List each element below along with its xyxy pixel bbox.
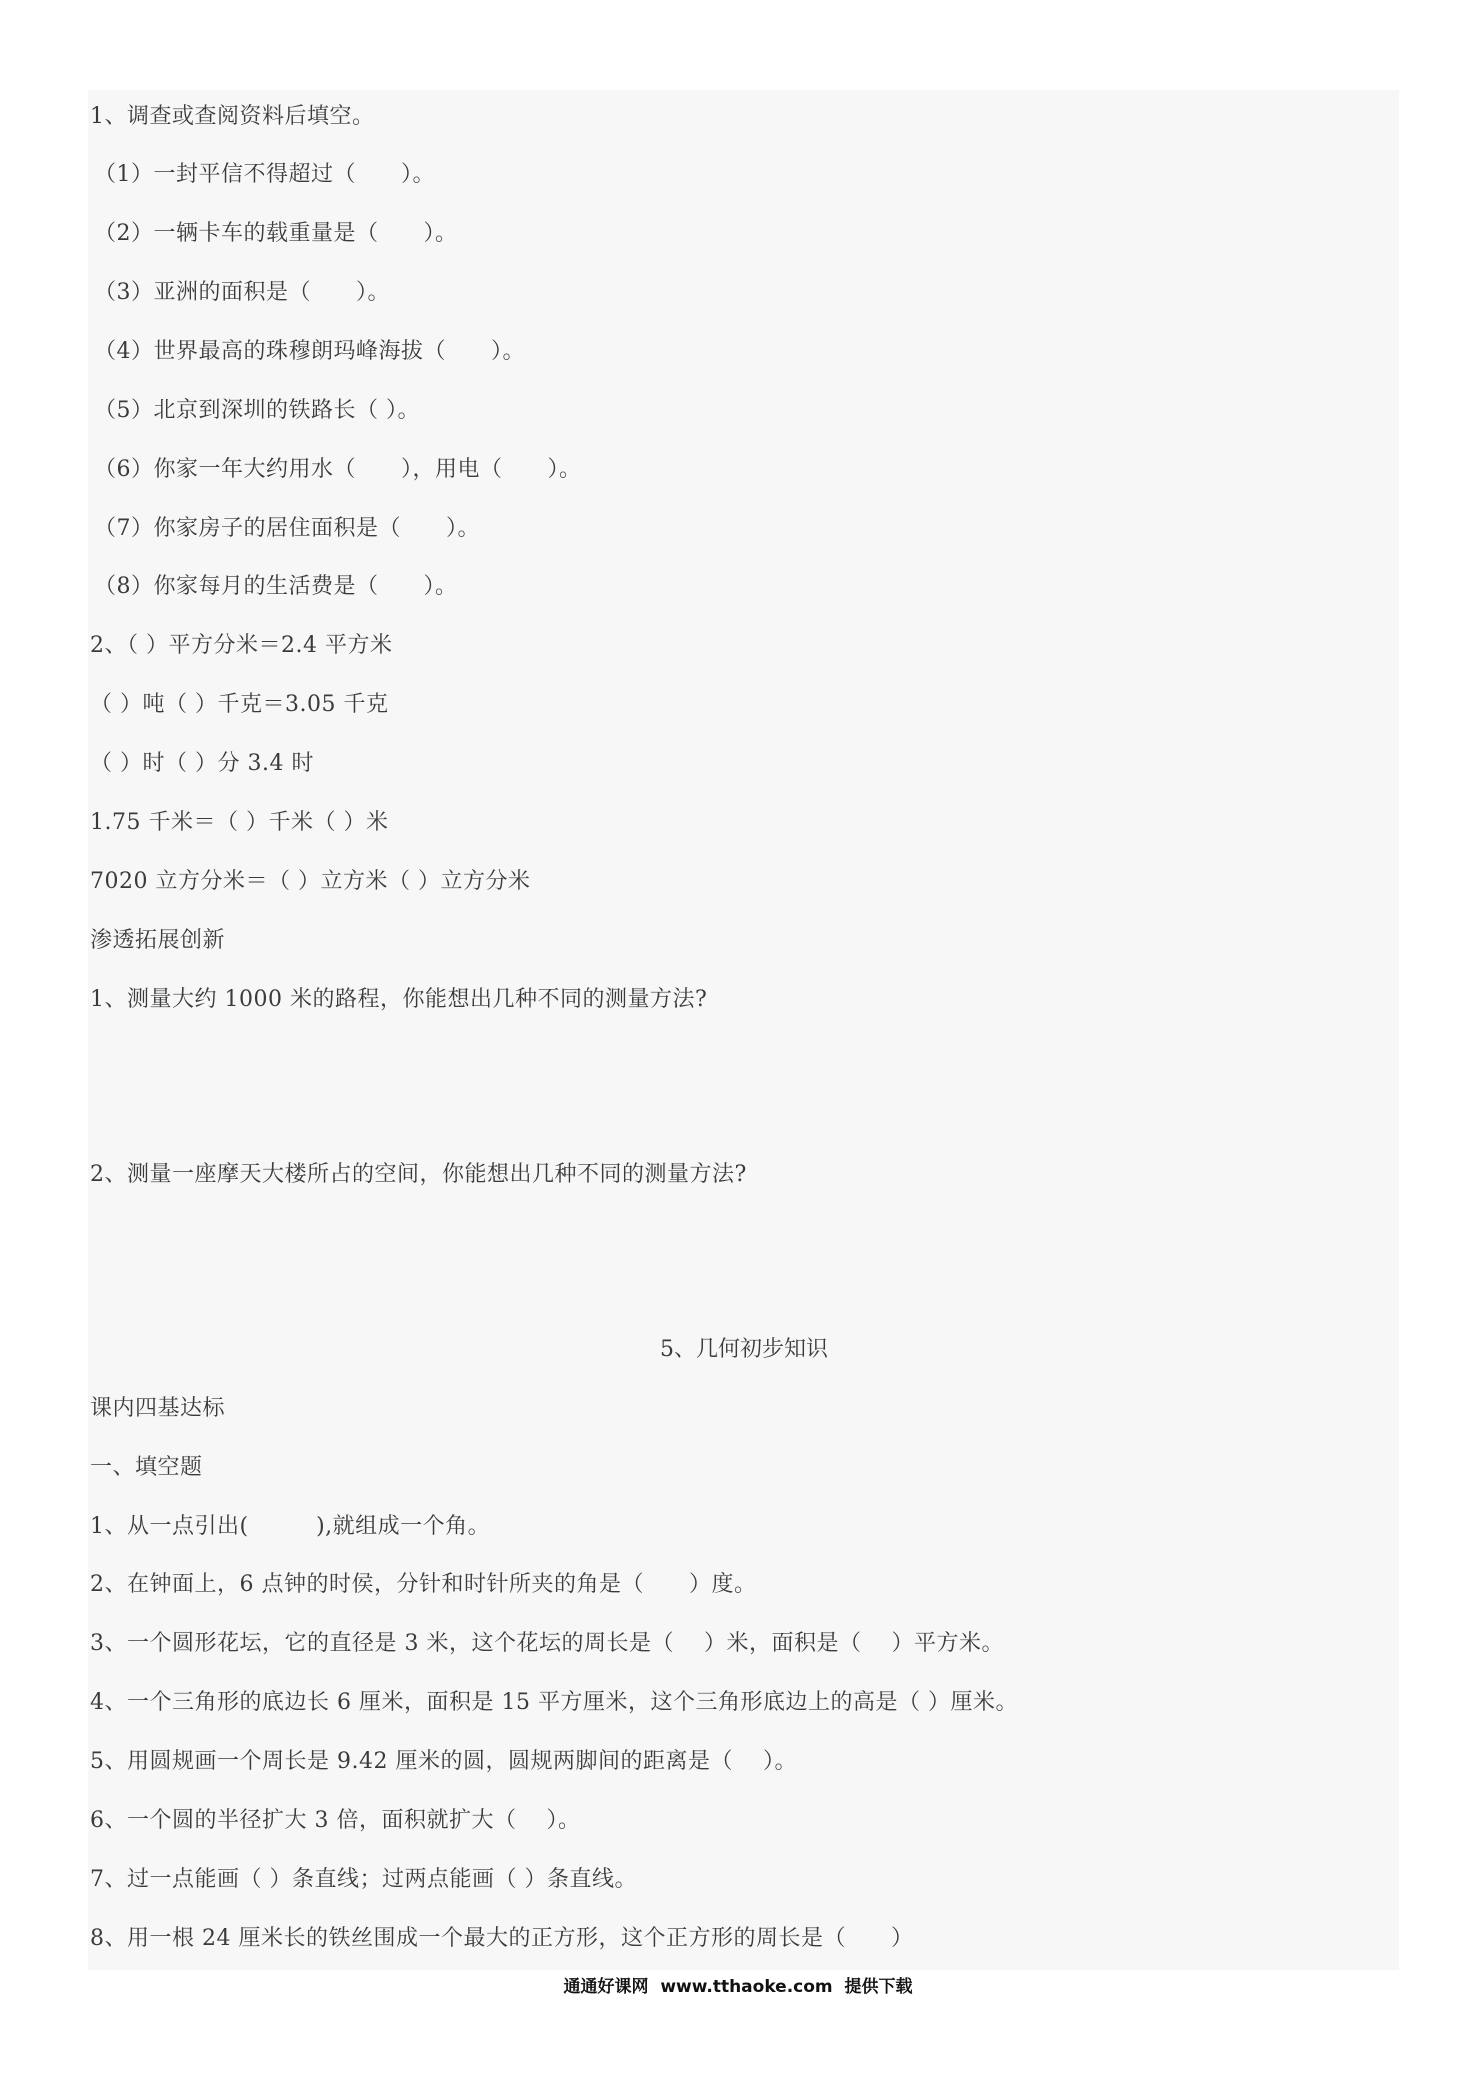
question-1-item-5: （5）北京到深圳的铁路长（ ）。: [94, 398, 420, 423]
fill-blank-question-7: 7、过一点能画（ ）条直线；过两点能画（ ）条直线。: [90, 1867, 637, 1892]
question-1-item-7: （7）你家房子的居住面积是（ ）。: [94, 516, 480, 541]
question-1-item-8: （8）你家每月的生活费是（ ）。: [94, 574, 458, 599]
question-2-line-5: 7020 立方分米＝（ ）立方米（ ）立方分米: [90, 869, 531, 894]
question-1-item-3: （3）亚洲的面积是（ ）。: [94, 280, 390, 305]
question-1-heading: 1、调查或查阅资料后填空。: [90, 104, 375, 129]
section-heading-extension: 渗透拓展创新: [90, 928, 226, 953]
fill-blank-question-4: 4、一个三角形的底边长 6 厘米，面积是 15 平方厘米，这个三角形底边上的高是（ ）厘米。: [90, 1690, 1018, 1715]
fill-blank-question-1: 1、从一点引出( ),就组成一个角。: [90, 1514, 491, 1539]
extension-question-1: 1、测量大约 1000 米的路程，你能想出几种不同的测量方法?: [90, 987, 708, 1012]
footer-credit: 通通好课网 www.tthaoke.com 提供下载: [563, 1977, 913, 1997]
question-1-item-6: （6）你家一年大约用水（ ），用电（ ）。: [94, 457, 582, 482]
question-2-line-4: 1.75 千米＝（ ）千米（ ）米: [90, 810, 389, 835]
question-2-line-3: （ ）时（ ）分 3.4 时: [90, 751, 314, 776]
fill-blank-question-5: 5、用圆规画一个周长是 9.42 厘米的圆，圆规两脚间的距离是（ ）。: [90, 1749, 797, 1774]
question-1-item-1: （1）一封平信不得超过（ ）。: [94, 162, 435, 187]
chapter-title: 5、几何初步知识: [660, 1337, 828, 1362]
question-2-line-1: 2、（ ）平方分米＝2.4 平方米: [90, 633, 393, 658]
question-1-item-4: （4）世界最高的珠穆朗玛峰海拔（ ）。: [94, 339, 525, 364]
extension-question-2: 2、测量一座摩天大楼所占的空间，你能想出几种不同的测量方法?: [90, 1162, 747, 1187]
fill-blank-question-6: 6、一个圆的半径扩大 3 倍，面积就扩大（ ）。: [90, 1808, 581, 1833]
fill-blank-question-8: 8、用一根 24 厘米长的铁丝围成一个最大的正方形，这个正方形的周长是（ ）: [90, 1926, 914, 1951]
fill-blank-question-3: 3、一个圆形花坛，它的直径是 3 米，这个花坛的周长是（ ）米，面积是（ ）平方米。: [90, 1631, 1004, 1656]
section-heading-fill-blank: 一、填空题: [90, 1455, 203, 1480]
question-2-line-2: （ ）吨（ ）千克＝3.05 千克: [90, 692, 389, 717]
fill-blank-question-2: 2、在钟面上，6 点钟的时侯，分针和时针所夹的角是（ ）度。: [90, 1572, 757, 1597]
section-heading-basics: 课内四基达标: [90, 1396, 226, 1421]
question-1-item-2: （2）一辆卡车的载重量是（ ）。: [94, 221, 458, 246]
